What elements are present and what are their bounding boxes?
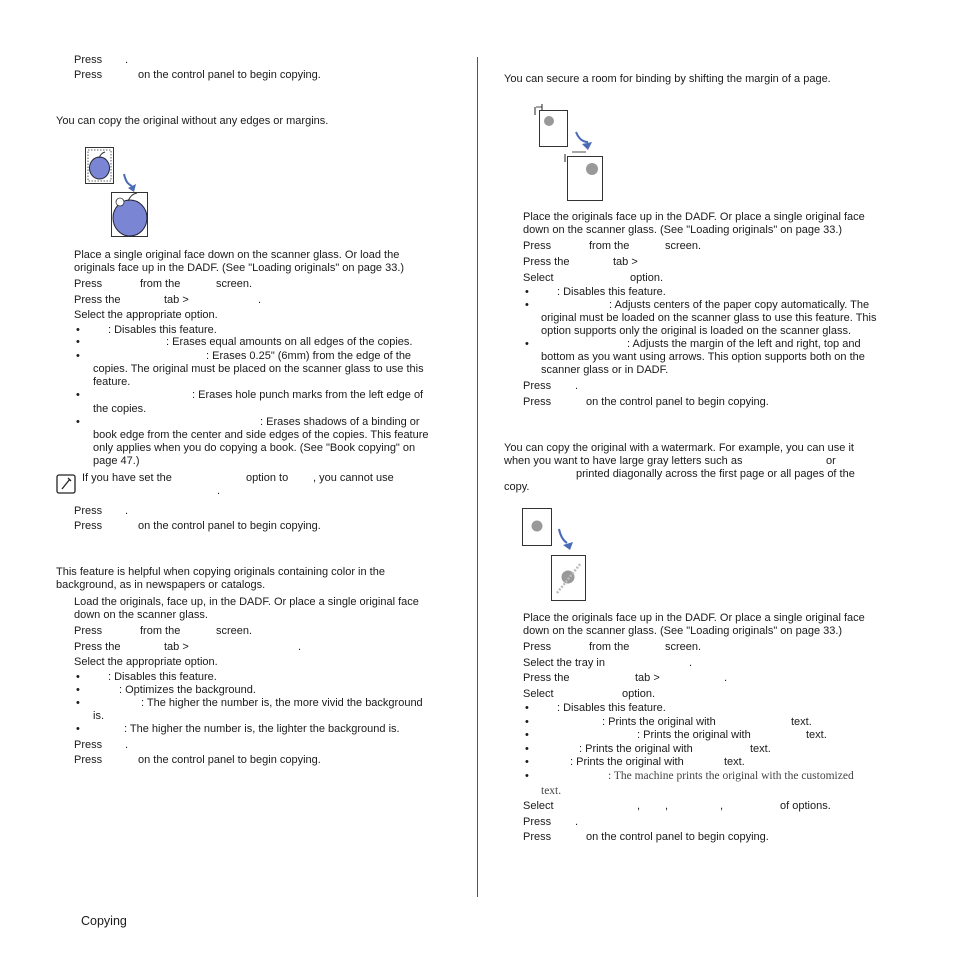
bullet: • [76,336,80,348]
bullet: • [525,770,529,782]
text: , [665,800,669,812]
text: page 47.) [93,455,140,467]
text: tab > [635,672,660,684]
text: Press [523,240,552,252]
text: bottom as you want using arrows. This option supports both on the [541,351,865,363]
text: : Prints the original with [570,756,684,768]
text: . [575,380,579,392]
edge-erase-illustration [84,146,150,238]
text: from the [589,240,630,252]
bullet: • [76,350,80,362]
text: Select the appropriate option. [74,656,218,668]
text: Press [523,641,552,653]
text: on the control panel to begin copying. [138,520,321,532]
section-intro: copy. [504,481,530,493]
text: : The machine prints the original with the customized [608,770,854,782]
note-text: If you have set the [82,472,172,484]
text: original must be loaded on the scanner glass to use this feature. This [541,312,877,324]
watermark-illustration [521,507,589,603]
text: : The higher the number is, the more vivid the background [141,697,423,709]
text: : Erases hole punch marks from the left edge of [192,389,424,401]
text: : Disables this feature. [557,702,666,714]
bullet: • [525,756,529,768]
note-text: . [217,485,221,497]
text: Select [523,800,554,812]
text: text. [791,716,812,728]
text: Press [74,625,103,637]
text: Press the [74,641,121,653]
text: down on the scanner glass. [74,609,208,621]
text: . [575,816,579,828]
footer-label: Copying [81,914,127,928]
text: Press [74,754,103,766]
bullet: • [525,729,529,741]
text: : Adjusts the margin of the left and right, top and [627,338,861,350]
text: from the [589,641,630,653]
text: screen. [216,278,253,290]
bullet: • [76,697,80,709]
text: Press [74,739,103,751]
text: , [720,800,724,812]
text: from the [140,278,181,290]
text: . [125,505,129,517]
section-intro: or [826,455,836,467]
text: tab > [164,294,189,306]
text: Press [74,278,103,290]
text: : The higher the number is, the lighter the background is. [124,723,400,735]
margin-shift-illustration [532,104,606,202]
text: book edge from the center and side edges of the copies. This feature [93,429,429,441]
text: Place the originals face up in the DADF. Or place a single original face [523,211,865,223]
text: Place the originals face up in the DADF. Or place a single original face [523,612,865,624]
text: Place a single original face down on the scanner glass. Or load the [74,249,400,261]
text: Press the [523,672,570,684]
section-intro: when you want to have large gray letters such as [504,455,743,467]
section-intro: You can copy the original without any edges or margins. [56,115,329,127]
text: text. [724,756,745,768]
text: Press [523,380,552,392]
section-intro: This feature is helpful when copying originals containing color in the [56,566,385,578]
bullet: • [525,299,529,311]
bullet: • [525,743,529,755]
text: Press the [74,294,121,306]
text: down on the scanner glass. (See "Loading originals" on page 33.) [523,224,843,236]
text: : Optimizes the background. [119,684,256,696]
text: : Erases shadows of a binding or [260,416,420,428]
text: on the control panel to begin copying. [586,396,769,408]
text: option. [622,688,656,700]
text: only applies when you do copying a book. (See "Book copying" on [93,442,416,454]
text: scanner glass or in DADF. [541,364,669,376]
note-icon [56,474,76,494]
text: Select [523,688,554,700]
text: screen. [216,625,253,637]
text: tab > [164,641,189,653]
text: : Erases equal amounts on all edges of the copies. [166,336,413,348]
text: : Prints the original with [602,716,716,728]
text: the copies. [93,403,147,415]
text: on the control panel to begin copying. [586,831,769,843]
bullet: • [525,338,529,350]
text: text. [541,785,562,797]
text: text. [750,743,771,755]
section-intro: printed diagonally across the first page or all pages of the [576,468,855,480]
text: Press [523,831,552,843]
text: Press [74,520,103,532]
text: : Prints the original with [579,743,693,755]
section-intro: You can copy the original with a watermark. For example, you can use it [504,442,854,454]
text: of options. [780,800,831,812]
text: : Disables this feature. [108,324,217,336]
bullet: • [76,389,80,401]
text: option. [630,272,664,284]
text: down on the scanner glass. (See "Loading originals" on page 33.) [523,625,843,637]
text: Press [74,54,103,66]
text: Select the appropriate option. [74,309,218,321]
text: text. [806,729,827,741]
text: on the control panel to begin copying. [138,754,321,766]
text: option supports only the original is loaded on the scanner glass. [541,325,852,337]
text: from the [140,625,181,637]
text: . [724,672,728,684]
bullet: • [76,723,80,735]
text: : Disables this feature. [108,671,217,683]
text: Select the tray in [523,657,605,669]
text: Press [74,69,103,81]
bullet: • [76,324,80,336]
section-intro: You can secure a room for binding by shifting the margin of a page. [504,73,831,85]
text: . [298,641,302,653]
note-text: option to [246,472,289,484]
text: Select [523,272,554,284]
text: : Disables this feature. [557,286,666,298]
text: Press [523,816,552,828]
text: Press [523,396,552,408]
text: on the control panel to begin copying. [138,69,321,81]
bullet: • [76,416,80,428]
text: . [689,657,693,669]
bullet: • [525,702,529,714]
text: . [258,294,262,306]
text: : Prints the original with [637,729,751,741]
text: tab > [613,256,638,268]
text: . [125,54,129,66]
note-text: , you cannot use [313,472,394,484]
text: Load the originals, face up, in the DADF. Or place a single original face [74,596,419,608]
text: copies. The original must be placed on the scanner glass to use this [93,363,424,375]
text: : Adjusts centers of the paper copy automatically. The [609,299,870,311]
bullet: • [76,671,80,683]
bullet: • [76,684,80,696]
text: Press [74,505,103,517]
text: , [637,800,641,812]
section-intro: background, as in newspapers or catalogs. [56,579,266,591]
text: originals face up in the DADF. (See "Loading originals" on page 33.) [74,262,405,274]
text: is. [93,710,104,722]
column-divider [477,57,478,897]
bullet: • [525,286,529,298]
text: : Erases 0.25" (6mm) from the edge of the [206,350,412,362]
text: Press the [523,256,570,268]
text: . [125,739,129,751]
text: screen. [665,240,702,252]
text: feature. [93,376,131,388]
text: screen. [665,641,702,653]
bullet: • [525,716,529,728]
